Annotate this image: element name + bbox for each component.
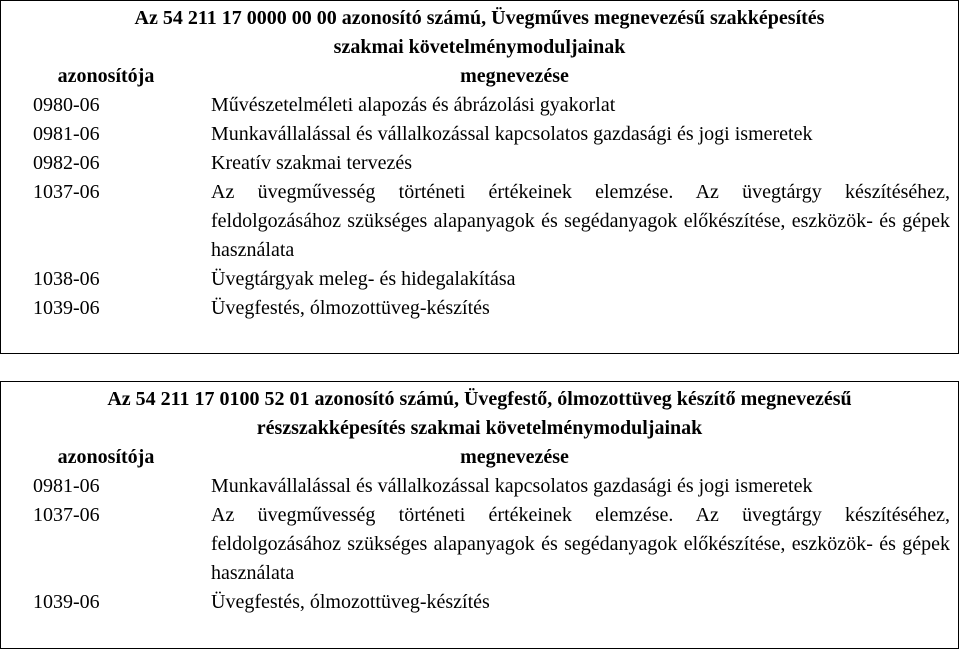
module-name: Művészetelméleti alapozás és ábrázolási gyakorlat — [211, 94, 616, 116]
table-header-2 — [1, 443, 958, 472]
column-header-id: azonosítója — [57, 446, 155, 468]
module-code: 0982-06 — [33, 152, 100, 174]
table-row — [1, 501, 958, 588]
table-header-1 — [1, 62, 958, 91]
table-title-2 — [1, 382, 958, 443]
module-code: 1039-06 — [33, 591, 100, 613]
table-row — [1, 588, 958, 617]
module-name: Üvegfestés, ólmozottüveg-készítés — [211, 591, 490, 613]
module-code: 0981-06 — [33, 475, 100, 497]
table-row — [1, 294, 958, 323]
table-row — [1, 149, 958, 178]
title-line-2: szakmai követelménymoduljainak — [333, 36, 626, 58]
module-name: Munkavállalással és vállalkozással kapcsolatos gazdasági és jogi ismeretek — [211, 123, 813, 145]
column-header-name: megnevezése — [460, 446, 569, 468]
module-code: 1038-06 — [33, 268, 100, 290]
module-table-2 — [0, 381, 959, 649]
module-code: 0980-06 — [33, 94, 100, 116]
column-header-name: megnevezése — [460, 65, 569, 87]
module-name: Munkavállalással és vállalkozással kapcsolatos gazdasági és jogi ismeretek — [211, 475, 813, 497]
module-code: 1037-06 — [33, 504, 100, 526]
table-row — [1, 178, 958, 265]
table-row — [1, 91, 958, 120]
module-code: 1037-06 — [33, 181, 100, 203]
table-row — [1, 120, 958, 149]
table-row — [1, 265, 958, 294]
module-name: Az üvegművesség történeti értékeinek elemzése. Az üvegtárgy készítéséhez, feldolgozásához szükséges alapanyagok és segédanyagok előkészítése, eszközök- és gépek használata — [211, 181, 950, 261]
module-name: Üvegfestés, ólmozottüveg-készítés — [211, 297, 490, 319]
title-line-2: részszakképesítés szakmai követelménymoduljainak — [256, 417, 703, 439]
table-title-1 — [1, 1, 958, 62]
title-line-1: Az 54 211 17 0000 00 00 azonosító számú, Üvegműves megnevezésű szakképesítés — [134, 7, 825, 29]
column-header-id: azonosítója — [57, 65, 155, 87]
module-code: 1039-06 — [33, 297, 100, 319]
table-row — [1, 472, 958, 501]
module-code: 0981-06 — [33, 123, 100, 145]
module-name: Kreatív szakmai tervezés — [211, 152, 413, 174]
module-name: Az üvegművesség történeti értékeinek elemzése. Az üvegtárgy készítéséhez, feldolgozásához szükséges alapanyagok és segédanyagok előkészítése, eszközök- és gépek használata — [211, 504, 950, 584]
title-line-1: Az 54 211 17 0100 52 01 azonosító számú, Üvegfestő, ólmozottüveg készítő megnevezésű — [107, 388, 852, 410]
module-name: Üvegtárgyak meleg- és hidegalakítása — [211, 268, 516, 290]
